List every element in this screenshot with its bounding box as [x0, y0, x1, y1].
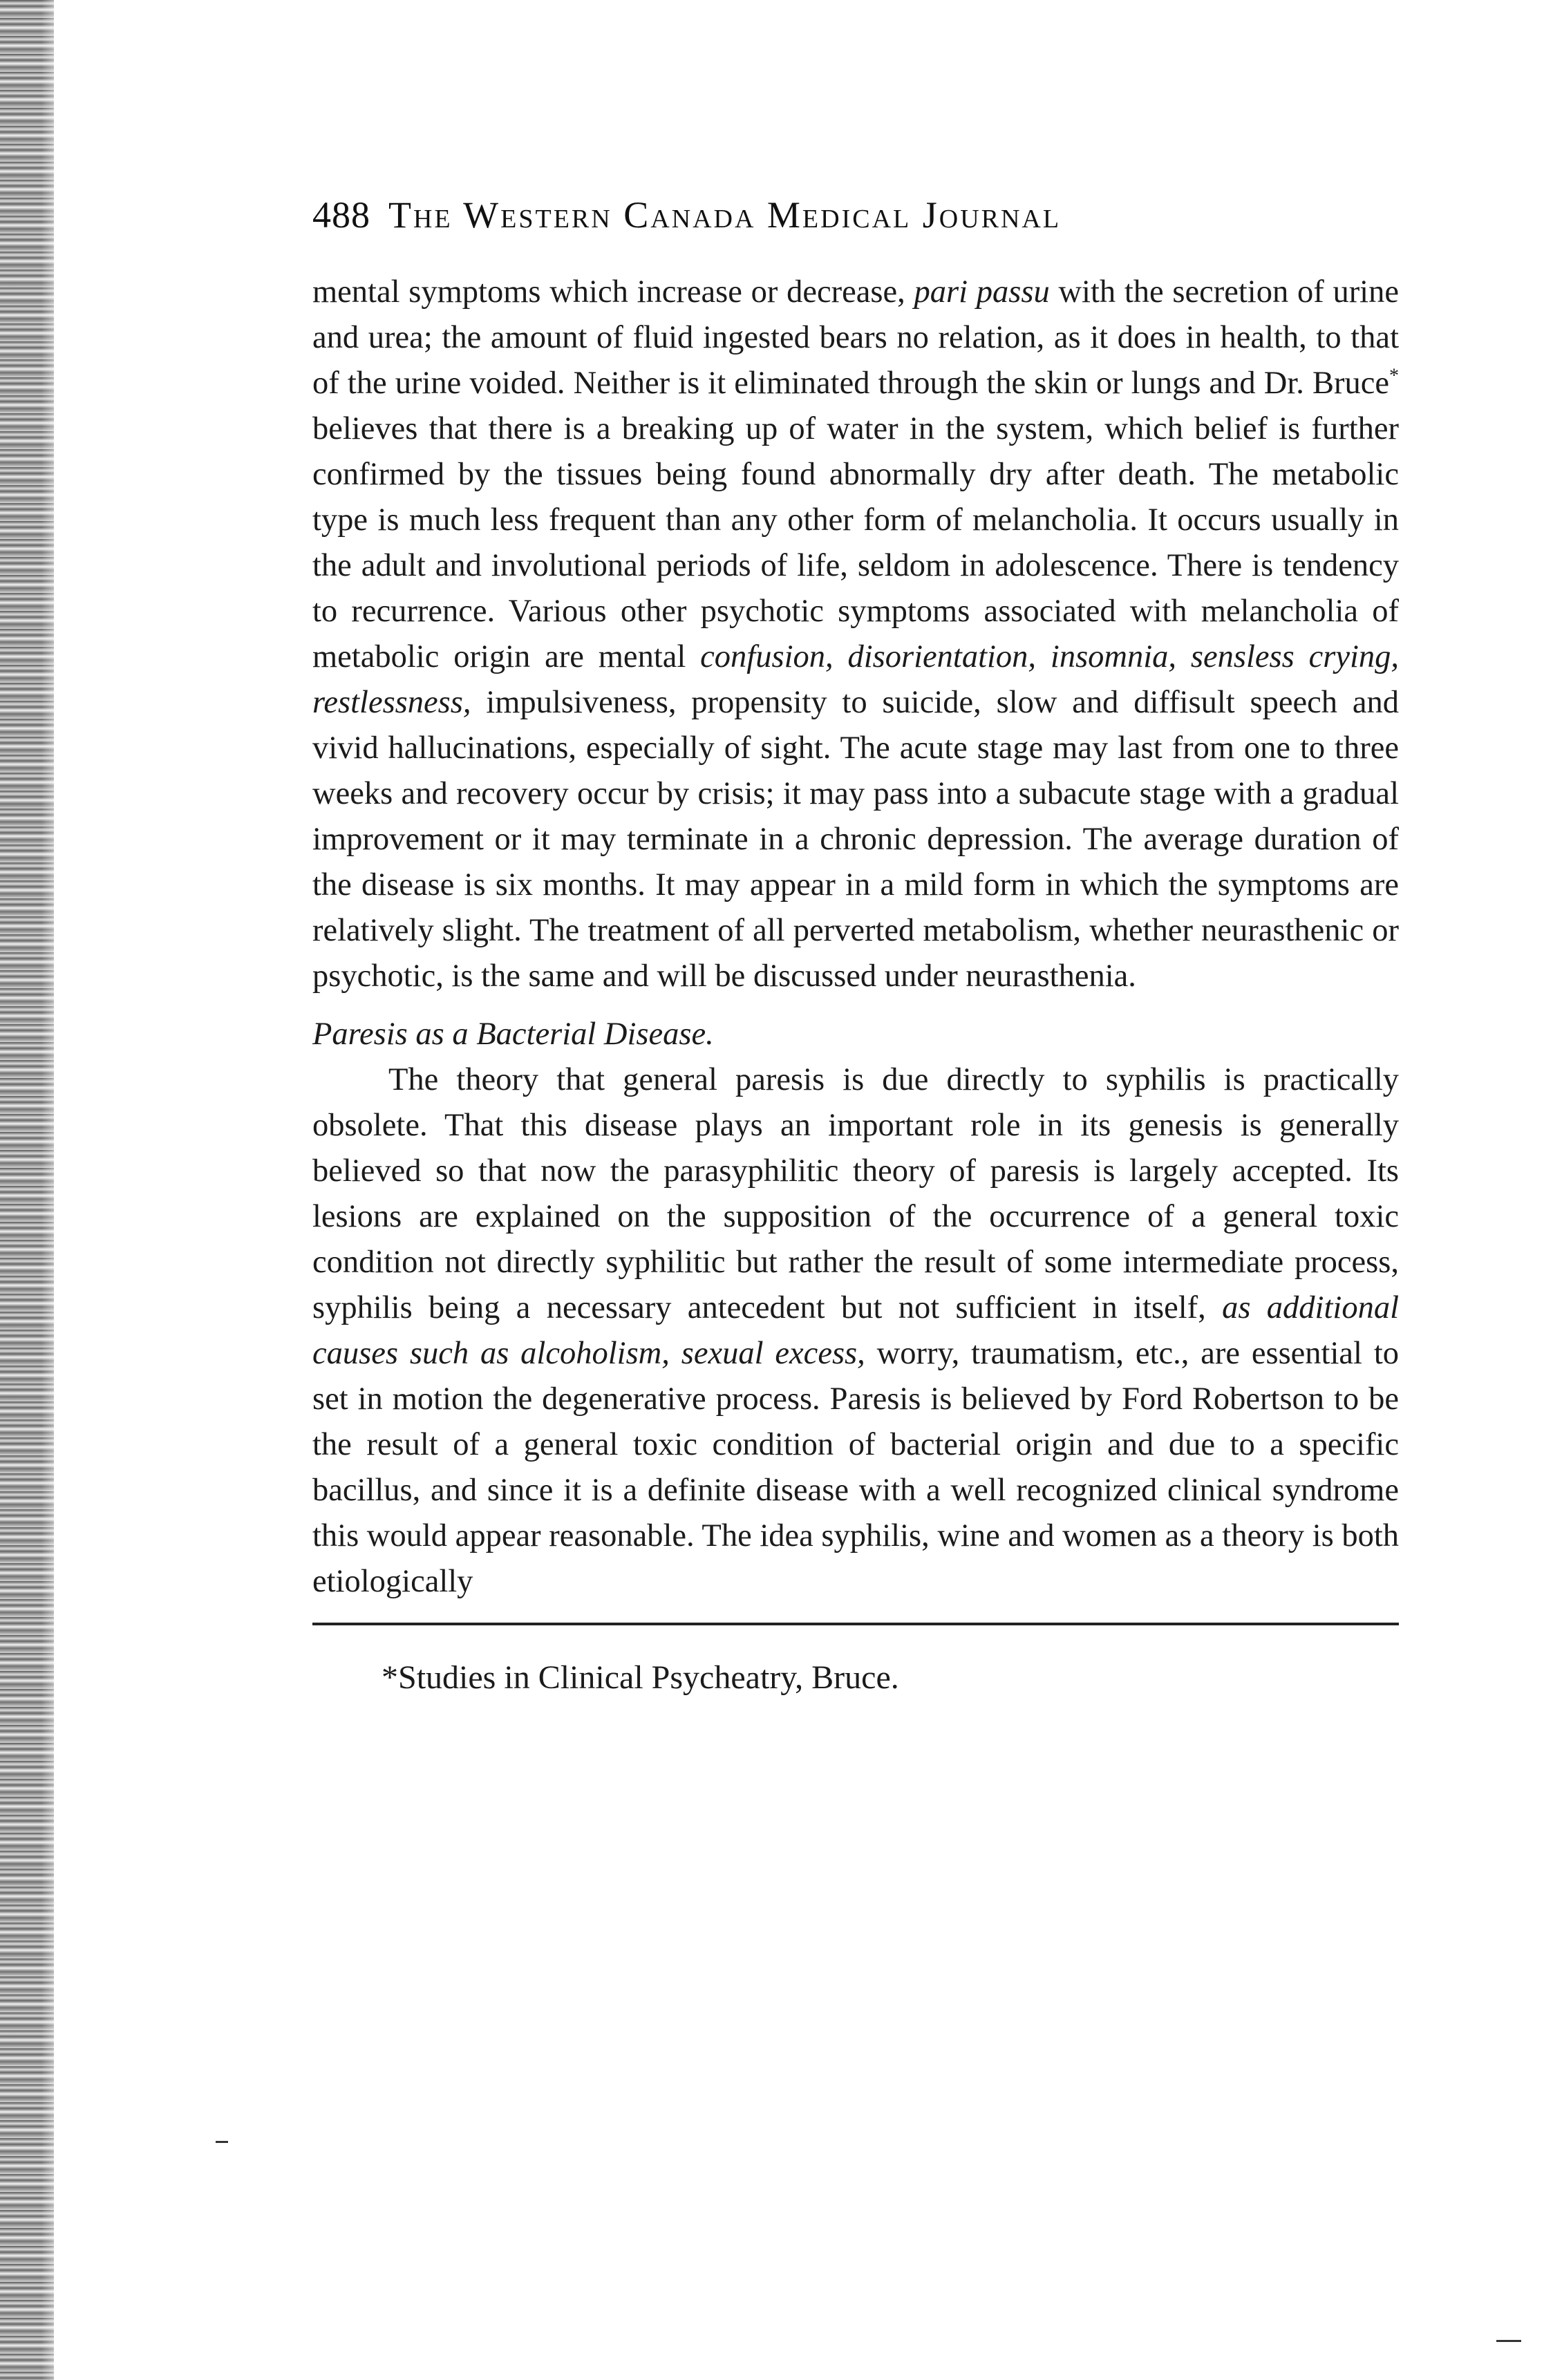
stray-ink-mark — [216, 2141, 228, 2143]
footnote — [312, 1650, 1399, 1706]
journal-title: The Western Canada Medical Journal — [388, 194, 1062, 236]
page-number: 488 — [312, 194, 370, 236]
paragraph-2-italic-a: as additional causes such as alcoholism, sexual excess, — [312, 1290, 1399, 1371]
footnote-divider — [312, 1623, 1399, 1625]
paragraph-1-text-c: believes that there is a breaking up of water in the system, which belief is further confirmed by the tissues being found abnormally dry after death. The metabolic type is much less frequent than any other form of melancholia. It occurs usually in the adult and involutional periods of life, seldom in adolescence. There is tendency to recurrence. Various other psychotic symptoms associated with melancholia of metabolic origin are mental — [312, 411, 1399, 674]
paragraph-1-italic-b: confusion, disorientation, insomnia, sensless crying, restlessness, — [312, 639, 1400, 720]
paragraph-1-text-a: mental symptoms which increase or decrease, — [312, 274, 914, 310]
body-text — [312, 270, 1399, 1605]
footnote-marker: * — [382, 1659, 398, 1696]
journal-page — [312, 193, 1399, 1706]
paragraph-paresis — [312, 1057, 1399, 1605]
footnote-text: Studies in Clinical Psycheatry, Bruce. — [398, 1659, 899, 1696]
footnote-reference: * — [1389, 365, 1399, 387]
paragraph-1-text-d: impulsiveness, propensity to suicide, slow and diffisult speech and vivid hallucinations, especially of sight. The acute stage may last from one to three weeks and recovery occur by crisis; it may pass into a subacute stage with a gradual improvement or it may terminate in a chronic depression. The average duration of the disease is six months. It may appear in a mild form in which the symptoms are relatively slight. The treatment of all perverted metabolism, whether neurasthenic or psychotic, is the same and will be discussed under neurasthenia. — [312, 685, 1399, 994]
paragraph-2-text-a: The theory that general paresis is due directly to syphilis is practically obsolete. That this disease plays an important role in its genesis is generally believed so that now the parasyphilitic theory of paresis is largely accepted. Its lesions are explained on the supposition of the occurrence of a general toxic condition not directly syphilitic but rather the result of some intermediate process, syphilis being a necessary antecedent but not sufficient in itself, — [312, 1062, 1399, 1325]
section-heading: Paresis as a Bacterial Disease. — [312, 1017, 714, 1052]
paragraph-2-text-b: worry, traumatism, etc., are essential to set in motion the degenerative process. Paresis is believed by Ford Robertson to be the result of a general toxic condition of bacterial origin and due to a specific bacillus, and since it is a definite disease with a well recognized clinical syndrome this would appear reasonable. The idea syphilis, wine and women as a theory is both etiologically — [312, 1336, 1400, 1599]
stray-ink-mark — [1496, 2340, 1521, 2342]
paragraph-1-italic-a: pari passu — [914, 274, 1050, 310]
binding-edge-fade — [41, 0, 69, 2380]
running-head — [312, 193, 1399, 270]
paragraph-metabolic-melancholia — [312, 270, 1399, 999]
paragraph-1-text-b: with the secretion of urine and urea; the amount of fluid ingested bears no relation, as it does in health, to that of the urine voided. Neither is it eliminated through the skin or lungs and Dr. Bruce — [312, 274, 1399, 401]
